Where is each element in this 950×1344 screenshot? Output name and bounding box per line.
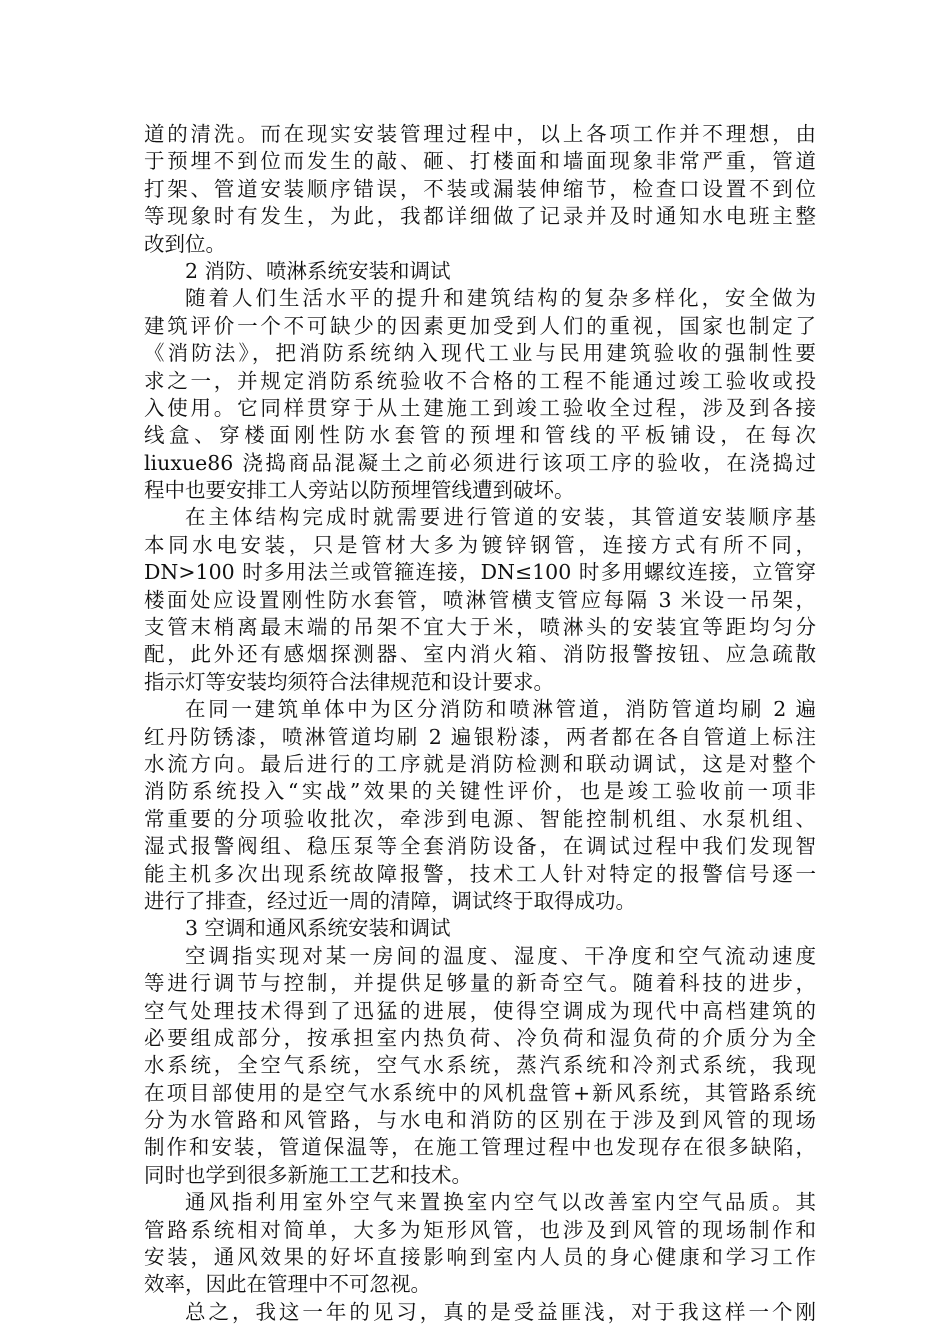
document-body — [144, 121, 816, 1326]
text-line: 常重要的分项验收批次，牵涉到电源、智能控制机组、水泵机组、 — [144, 806, 816, 831]
text-line: 通风指利用室外空气来置换室内空气以改善室内空气品质。其 — [185, 1190, 816, 1215]
text-line: 效率，因此在管理中不可忽视。 — [144, 1272, 431, 1297]
text-line: 能主机多次出现系统故障报警，技术工人针对特定的报警信号逐一 — [144, 861, 816, 886]
text-line: 红丹防锈漆，喷淋管道均刷 2 遍银粉漆，两者都在各自管道上标注 — [144, 724, 816, 749]
text-line: 在同一建筑单体中为区分消防和喷淋管道，消防管道均刷 2 遍 — [185, 697, 816, 722]
text-line: 空气处理技术得到了迅猛的进展，使得空调成为现代中高档建筑的 — [144, 998, 816, 1023]
text-line: 水系统，全空气系统，空气水系统，蒸汽系统和冷剂式系统，我现 — [144, 1053, 816, 1078]
text-line: 支管末梢离最末端的吊架不宜大于米，喷淋头的安装宜等距均匀分 — [144, 615, 816, 640]
text-line: 随着人们生活水平的提升和建筑结构的复杂多样化，安全做为 — [185, 286, 816, 311]
text-line: 楼面处应设置刚性防水套管，喷淋管横支管应每隔 3 米设一吊架， — [144, 587, 816, 612]
text-line: 于预埋不到位而发生的敲、砸、打楼面和墙面现象非常严重，管道 — [144, 149, 816, 174]
text-line: 分为水管路和风管路，与水电和消防的区别在于涉及到风管的现场 — [144, 1108, 816, 1133]
text-line: 管路系统相对简单，大多为矩形风管，也涉及到风管的现场制作和 — [144, 1217, 816, 1242]
text-line: 程中也要安排工人旁站以防预埋管线遭到破坏。 — [144, 478, 575, 503]
text-line: 必要组成部分，按承担室内热负荷、冷负荷和湿负荷的介质分为全 — [144, 1025, 816, 1050]
text-line: 等进行调节与控制，并提供足够量的新奇空气。随着科技的进步， — [144, 971, 816, 996]
text-line: 同时也学到很多新施工工艺和技术。 — [144, 1162, 472, 1187]
text-line: 在项目部使用的是空气水系统中的风机盘管+新风系统，其管路系统 — [144, 1080, 816, 1105]
text-line: 求之一，并规定消防系统验收不合格的工程不能通过竣工验收或投 — [144, 368, 816, 393]
text-line: 在主体结构完成时就需要进行管道的安装，其管道安装顺序基 — [185, 505, 816, 530]
text-line: 建筑评价一个不可缺少的因素更加受到人们的重视，国家也制定了 — [144, 313, 816, 338]
text-line: DN>100 时多用法兰或管箍连接，DN≤100 时多用螺纹连接，立管穿 — [144, 560, 816, 585]
text-line: 水流方向。最后进行的工序就是消防检测和联动调试，这是对整个 — [144, 751, 816, 776]
text-line: 改到位。 — [144, 231, 226, 256]
text-line: 湿式报警阀组、稳压泵等全套消防设备，在调试过程中我们发现智 — [144, 834, 816, 859]
text-line: 本同水电安装，只是管材大多为镀锌钢管，连接方式有所不同， — [144, 532, 816, 557]
text-line: 安装，通风效果的好坏直接影响到室内人员的身心健康和学习工作 — [144, 1245, 816, 1270]
text-line: 进行了排查，经过近一周的清障，调试终于取得成功。 — [144, 888, 636, 913]
text-line: 指示灯等安装均须符合法律规范和设计要求。 — [144, 669, 554, 694]
text-line: 消防系统投入“实战”效果的关键性评价，也是竣工验收前一项非 — [144, 779, 816, 804]
text-line: 总之，我这一年的见习，真的是受益匪浅，对于我这样一个刚 — [185, 1299, 816, 1324]
text-line: 2 消防、喷淋系统安装和调试 — [185, 258, 451, 283]
text-line: 线盒、穿楼面刚性防水套管的预埋和管线的平板铺设，在每次 — [144, 423, 816, 448]
text-line: 配，此外还有感烟探测器、室内消火箱、消防报警按钮、应急疏散 — [144, 642, 816, 667]
text-line: 等现象时有发生，为此，我都详细做了记录并及时通知水电班主整 — [144, 204, 816, 229]
text-line: liuxue86 浇捣商品混凝土之前必须进行该项工序的验收，在浇捣过 — [144, 450, 816, 475]
text-line: 《消防法》，把消防系统纳入现代工业与民用建筑验收的强制性要 — [144, 341, 816, 366]
text-line: 打架、管道安装顺序错误，不装或漏装伸缩节，检查口设置不到位 — [144, 176, 816, 201]
text-line: 3 空调和通风系统安装和调试 — [185, 916, 451, 941]
text-line: 道的清洗。而在现实安装管理过程中，以上各项工作并不理想，由 — [144, 122, 816, 146]
text-line: 空调指实现对某一房间的温度、湿度、干净度和空气流动速度 — [185, 943, 816, 968]
text-line: 入使用。它同样贯穿于从土建施工到竣工验收全过程，涉及到各接 — [144, 395, 816, 420]
text-line: 制作和安装，管道保温等，在施工管理过程中也发现存在很多缺陷， — [144, 1135, 816, 1160]
